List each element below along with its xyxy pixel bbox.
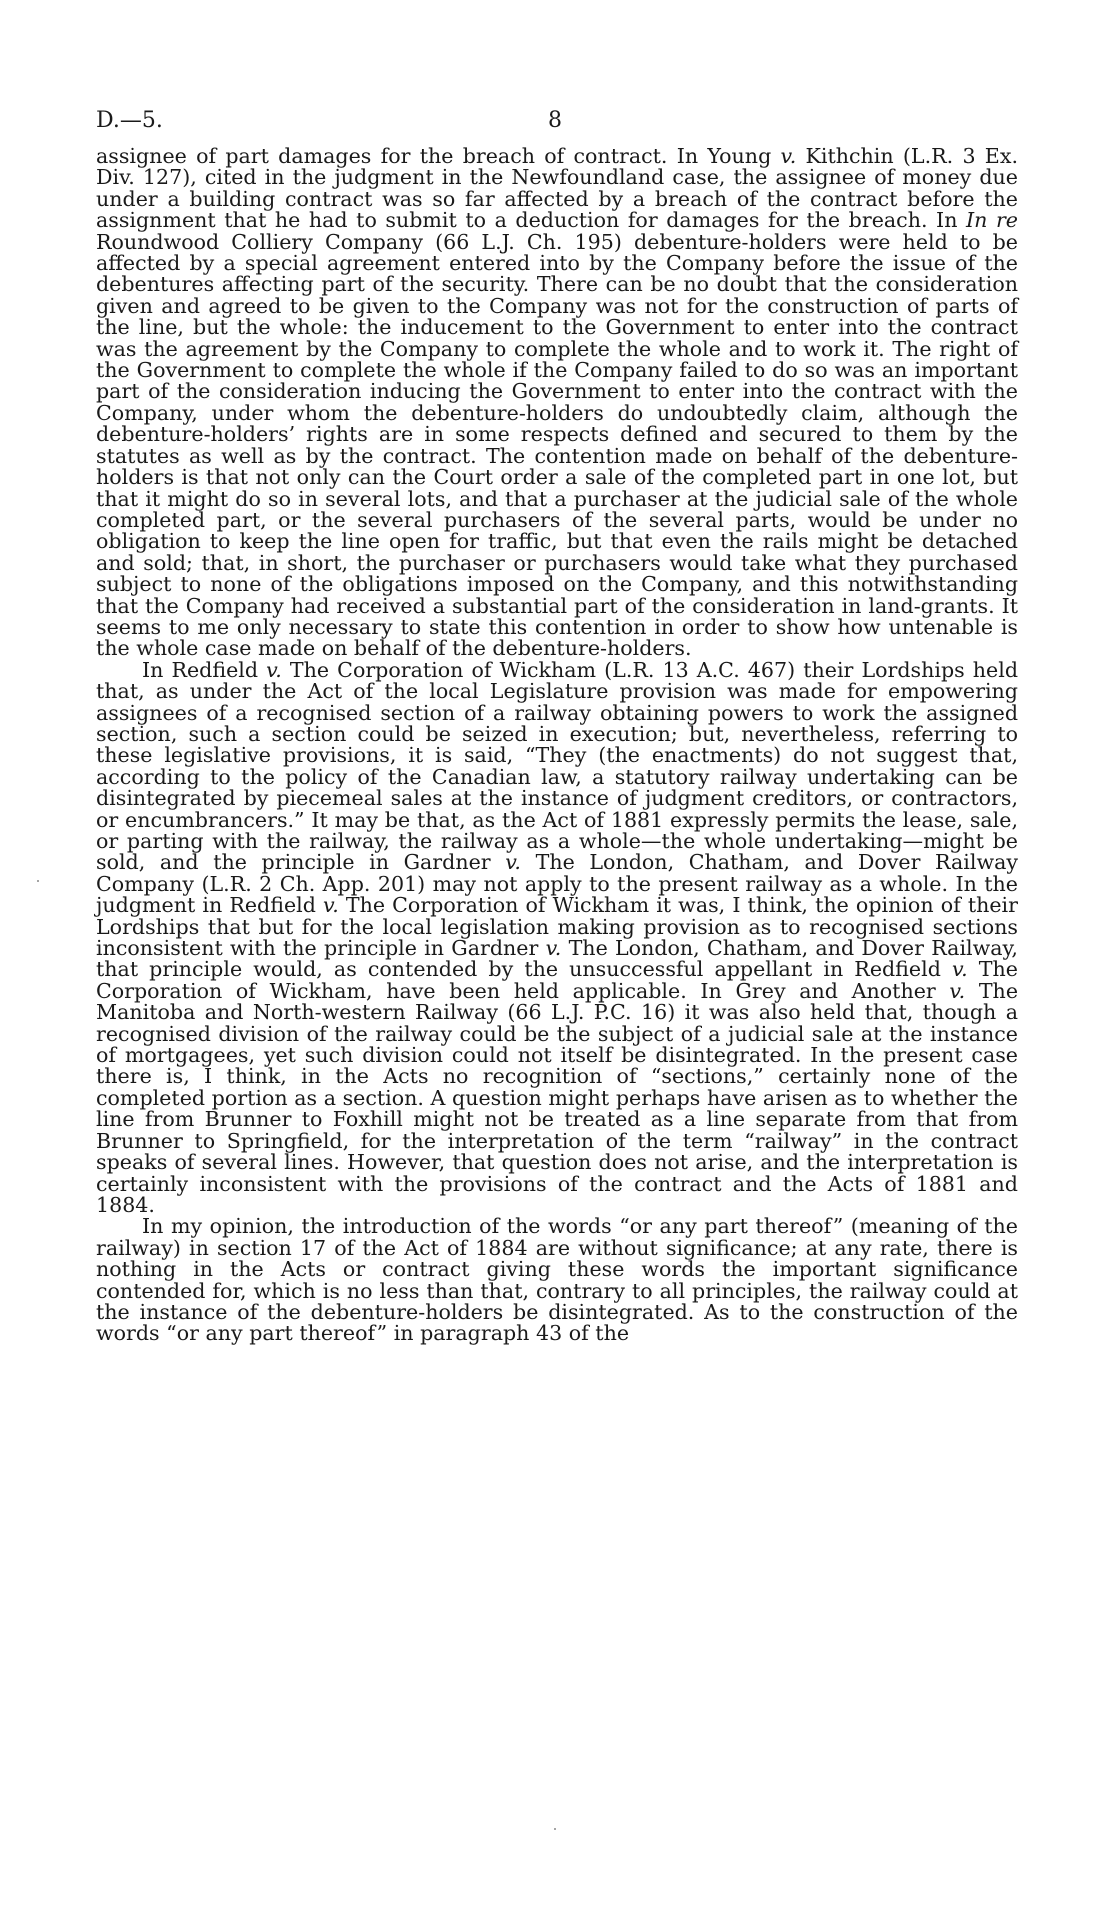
- page-number: 8: [548, 108, 562, 133]
- page-header: [96, 108, 1018, 138]
- paragraph-2: In Redfield v. The Corporation of Wickham (L.R. 13 A.C. 467) their Lordships held that, as under the Act of the local Legislature provision was made for empowering assignees of a recognised section of a railway obtaining powers to work the assigned section, such a section could be seized in execution; but, nevertheless, referring to these legislative provisions, it is said, “They (the enactments) do not suggest that, according to the policy of the Canadian law, a statutory railway undertaking can be disintegrated by piecemeal sales at the instance of judgment creditors, or contractors, or encumbrancers.” It may be that, as the Act of 1881 expressly permits the lease, sale, or parting with the railway, the railway as a whole—the whole undertaking—might be sold, and the principle in Gardner v. The London, Chatham, and Dover Railway Company (L.R. 2 Ch. App. 201) may not apply to the present railway as a whole. In the judgment in Redfield v. The Corporation of Wickham it was, I think, the opinion of their Lordships that but for the local legislation making provision as to recognised sections inconsistent with the principle in Gardner v. The London, Chatham, and Dover Railway, that principle would, as contended by the unsuccessful appellant in Redfield v. The Corporation of Wickham, have been held applicable. In Grey and Another v. The Manitoba and North-western Railway (66 L.J. P.C. 16) it was also held that, though a recognised division of the railway could be the subject of a judicial sale at the instance of mortgagees, yet such division could not itself be disintegrated. In the present case there is, I think, in the Acts no recognition of “sections,” certainly none of the completed portion as a section. A question might perhaps have arisen as to whether the line from Brunner to Foxhill might not be treated as a line separate from that from Brunner to Springfield, for the interpretation of the term “railway” in the contract speaks of several lines. However, that question does not arise, and the interpretation is certainly inconsistent with the provisions of the contract and the Acts of 1881 and 1884.: [96, 657, 1019, 1217]
- scan-mark: [37, 880, 39, 882]
- body-text: [96, 146, 1018, 1345]
- paragraph-1: assignee of part damages for the breach of contract. In Young v. Kithchin (L.R. 3 Ex. Div. 127), cited in the judgment in the Newfoundland case, the assignee of money due under a building contract was so far affected by a breach of the contract before the assignment that he had to submit to a deduction for damages for the breach. In In re Roundwood Colliery Company (66 L.J. Ch. 195) debenture-holders were held to be affected by a special agreement entered into by the Company before the issue of the debentures affecting part of the security. There can be no doubt that the consideration given and agreed to be given to the Company was not for the construction of parts of the line, but the whole: the inducement to the Government to enter into the contract was the agreement by the Company to complete the whole and to work it. The right of the Government to complete the whole if the Company failed to do so was an important part of the consideration inducing the Government to enter into the contract with the Company, under whom the debenture-holders do undoubtedly claim, although the debenture-holders’ rights are in some respects defined and secured to them by the statutes as well as by the contract. The contention made on behalf of the debenture-holders is that not only can the Court order a sale of the completed part in one lot, but that it might do so in several lots, and that a purchaser at the judicial sale of the whole completed part, or the several purchasers of the several parts, would be under no obligation to keep the line open for traffic, but that even the rails might be detached and sold; that, in short, the purchaser or purchasers would take what they purchased subject to none of the obligations imposed on the Company, and this notwithstanding that the Company had received a substantial part of the consideration in land-grants. It seems to me only necessary to state this contention in order to show how untenable is the whole case made on behalf of the debenture-holders.: [96, 144, 1018, 661]
- scan-mark: [554, 1828, 556, 1830]
- paragraph-3: In my opinion, the introduction of the words “or any part thereof” (meaning of the railway) in section 17 of the Act of 1884 are without significance; at any rate, there is nothing in the Acts or contract giving these words the important significance contended for, which is no less than that, contrary to all principles, the railway could at the instance of the debenture-holders be disintegrated. As to the construction of the words “or any part thereof” in paragraph 43 of the: [96, 1214, 1018, 1346]
- document-reference: D.—5.: [96, 108, 163, 133]
